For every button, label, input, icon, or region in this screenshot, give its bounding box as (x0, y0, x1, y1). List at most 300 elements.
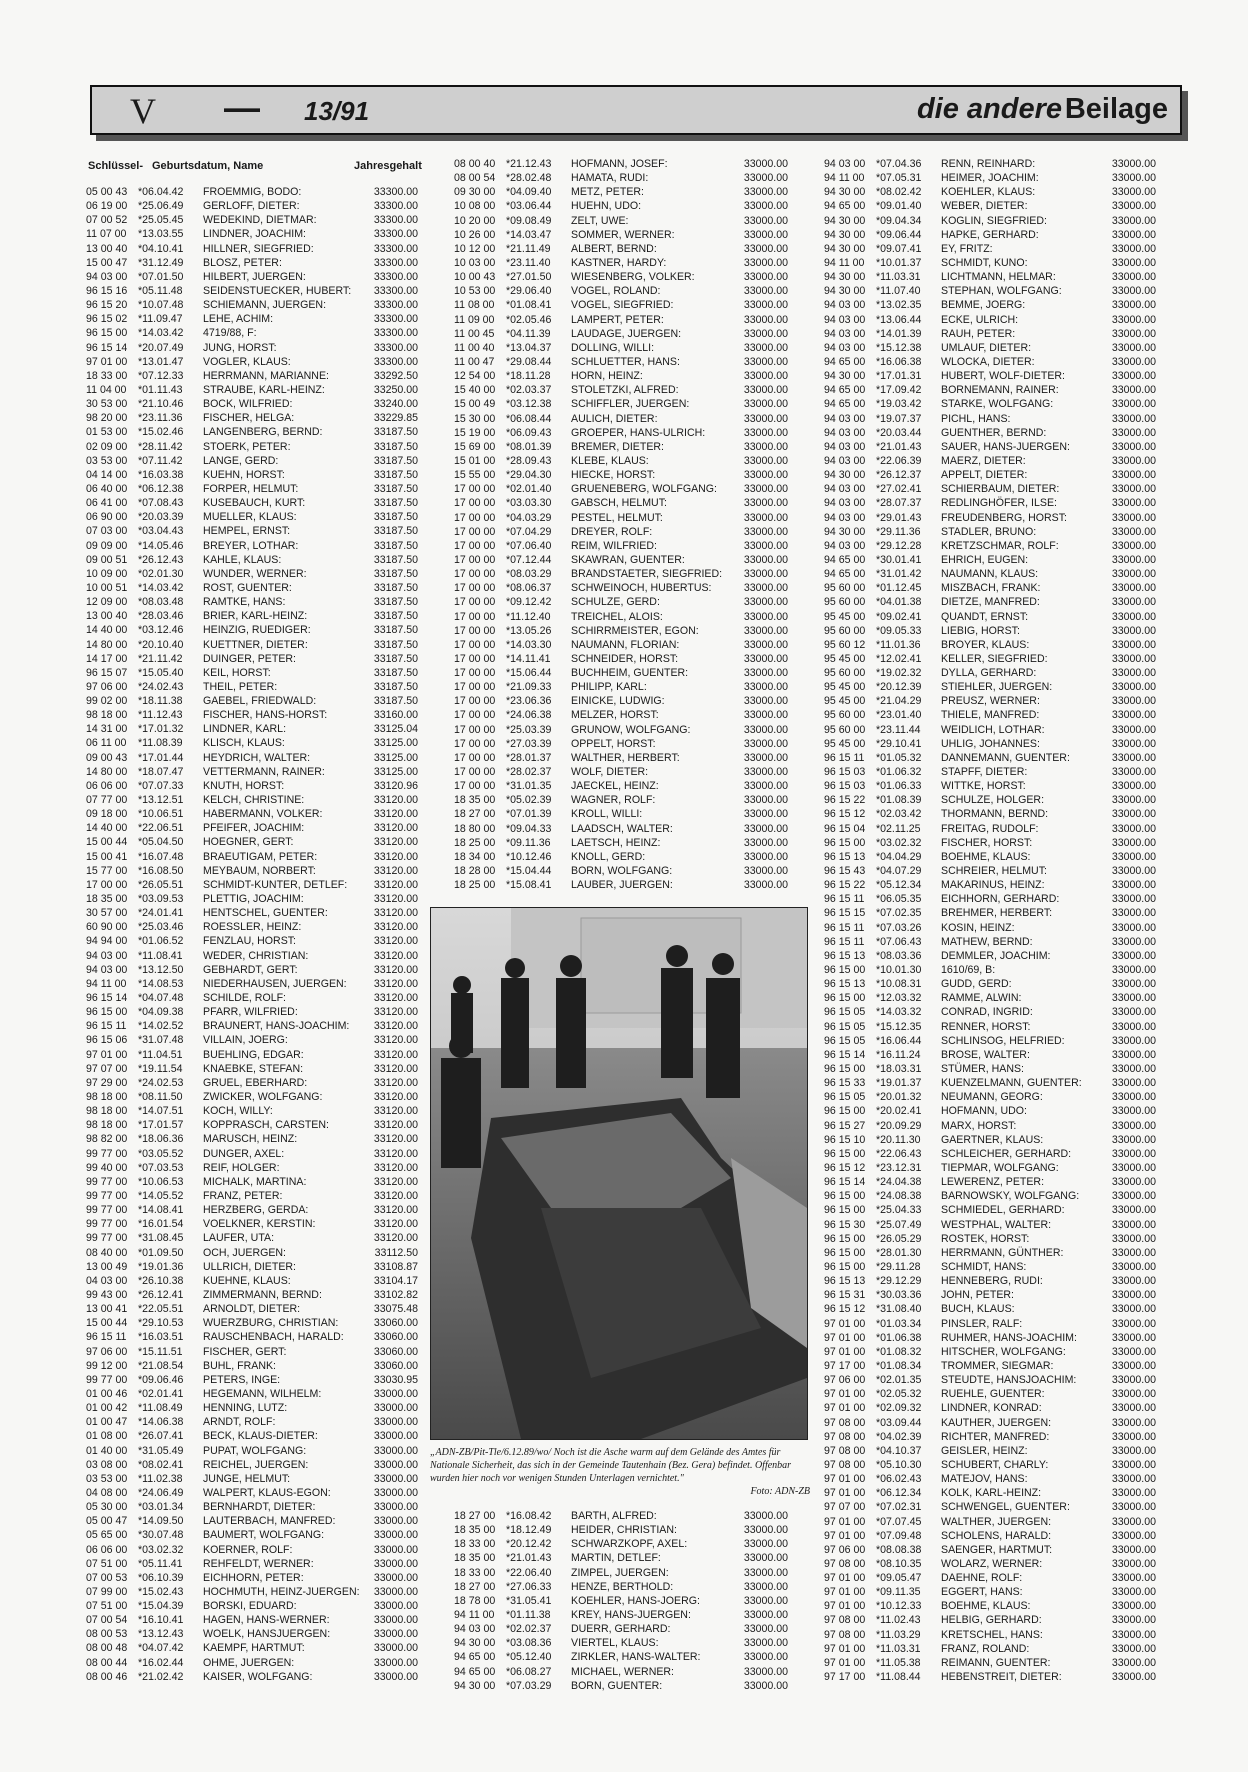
key-number: 03 53 00 (86, 454, 128, 467)
list-item (824, 256, 1156, 270)
birth-date: *05.10.30 (876, 1458, 922, 1471)
annual-salary: 33000.00 (373, 1614, 418, 1627)
birth-date: *24.04.38 (876, 1176, 922, 1189)
birth-date: *04.07.29 (876, 865, 922, 878)
key-number: 96 15 15 (824, 907, 866, 920)
person-name: BORN, GUENTER: (571, 1679, 663, 1692)
birth-date: *04.10.37 (876, 1444, 922, 1457)
birth-date: *24.06.38 (506, 709, 552, 722)
key-number: 94 30 00 (824, 469, 866, 482)
annual-salary: 33000.00 (743, 412, 788, 425)
annual-salary: 33000.00 (1111, 1161, 1156, 1174)
list-item (454, 412, 788, 426)
list-item (454, 397, 788, 411)
key-number: 17 00 00 (454, 525, 496, 538)
list-item (824, 892, 1156, 906)
key-number: 06 19 00 (86, 200, 128, 213)
person-name: KOSIN, HEINZ: (941, 921, 1015, 934)
annual-salary: 33000.00 (1111, 667, 1156, 680)
annual-salary: 33000.00 (1111, 1232, 1156, 1245)
list-item (824, 199, 1156, 213)
birth-date: *03.08.36 (506, 1637, 552, 1650)
birth-date: *28.03.46 (138, 610, 184, 623)
person-name: DEMMLER, JOACHIM: (941, 949, 1051, 962)
key-number: 01 00 42 (86, 1402, 128, 1415)
list-item (86, 553, 418, 567)
key-number: 94 03 00 (454, 1623, 496, 1636)
list-item (824, 906, 1156, 920)
birth-date: *19.03.42 (876, 398, 922, 411)
list-item (86, 751, 418, 765)
birth-date: *14.02.52 (138, 1020, 184, 1033)
birth-date: *09.06.46 (138, 1373, 184, 1386)
person-name: KOPPRASCH, CARSTEN: (203, 1119, 329, 1132)
list-item (86, 949, 418, 963)
person-name: RAUSCHENBACH, HARALD: (203, 1331, 344, 1344)
list-item (86, 1217, 418, 1231)
key-number: 95 60 00 (824, 582, 866, 595)
birth-date: *09.04.34 (876, 214, 922, 227)
person-name: MAERZ, DIETER: (941, 454, 1026, 467)
annual-salary: 33000.00 (373, 1628, 418, 1641)
key-number: 07 51 00 (86, 1557, 128, 1570)
key-number: 07 51 00 (86, 1600, 128, 1613)
key-number: 01 08 00 (86, 1430, 128, 1443)
birth-date: *19.07.37 (876, 412, 922, 425)
person-name: HOFMANN, JOSEF: (571, 158, 668, 170)
annual-salary: 33187.50 (373, 638, 418, 651)
birth-date: *07.09.48 (876, 1529, 922, 1542)
person-name: NEUMANN, GEORG: (941, 1091, 1043, 1104)
person-name: BORNEMANN, RAINER: (941, 384, 1059, 397)
key-number: 99 40 00 (86, 1161, 128, 1174)
person-name: HILLNER, SIEGFRIED: (203, 242, 314, 255)
person-name: RUHMER, HANS-JOACHIM: (941, 1331, 1077, 1344)
person-name: FROEMMIG, BODO: (203, 186, 302, 198)
list-item (86, 1486, 418, 1500)
birth-date: *07.12.33 (138, 369, 184, 382)
list-item (824, 1529, 1156, 1543)
person-name: MATHEW, BERND: (941, 935, 1033, 948)
annual-salary: 33000.00 (1111, 992, 1156, 1005)
birth-date: *18.11.38 (138, 695, 183, 708)
person-name: BECK, KLAUS-DIETER: (203, 1430, 318, 1443)
person-name: MARUSCH, HEINZ: (203, 1133, 298, 1146)
list-item (454, 355, 788, 369)
birth-date: *14.06.38 (138, 1416, 184, 1429)
person-name: STEPHAN, WOLFGANG: (941, 285, 1062, 298)
key-number: 94 30 00 (824, 214, 866, 227)
person-name: VOGEL, SIEGFRIED: (571, 299, 674, 312)
birth-date: *28.07.37 (876, 497, 922, 510)
birth-date: *31.08.40 (876, 1303, 922, 1316)
annual-salary: 33300.00 (373, 228, 418, 241)
annual-salary: 33120.00 (373, 864, 418, 877)
list-item (86, 1373, 418, 1387)
annual-salary: 33120.00 (373, 1161, 418, 1174)
annual-salary: 33000.00 (743, 1580, 788, 1593)
birth-date: *09.08.49 (506, 214, 552, 227)
person-name: MATEJOV, HANS: (941, 1473, 1028, 1486)
list-item (454, 185, 788, 199)
key-number: 97 06 00 (86, 680, 128, 693)
key-number: 17 00 00 (454, 681, 496, 694)
annual-salary: 33000.00 (743, 256, 788, 269)
key-number: 96 15 00 (824, 1204, 866, 1217)
key-number: 96 15 27 (824, 1119, 866, 1132)
birth-date: *25.07.49 (876, 1218, 922, 1231)
list-item (454, 383, 788, 397)
person-name: KUEHNE, KLAUS: (203, 1274, 291, 1287)
person-name: RICHTER, MANFRED: (941, 1430, 1050, 1443)
key-number: 10 26 00 (454, 228, 496, 241)
list-item (454, 157, 788, 171)
birth-date: *31.01.35 (506, 780, 552, 793)
birth-date: *26.10.38 (138, 1274, 184, 1287)
person-name: STOLETZKI, ALFRED: (571, 384, 679, 397)
list-item (824, 1175, 1156, 1189)
list-item (824, 963, 1156, 977)
list-item (86, 312, 418, 326)
person-name: HUBERT, WOLF-DIETER: (941, 370, 1065, 383)
key-number: 96 15 14 (86, 341, 128, 354)
list-item (86, 1316, 418, 1330)
birth-date: *02.05.46 (506, 313, 552, 326)
key-number: 18 78 00 (454, 1594, 496, 1607)
birth-date: *03.01.34 (138, 1501, 184, 1514)
key-number: 94 11 00 (824, 256, 865, 269)
annual-salary: 33000.00 (1111, 1586, 1156, 1599)
key-number: 18 33 00 (454, 1566, 496, 1579)
list-item (86, 1429, 418, 1443)
key-number: 18 80 00 (454, 822, 496, 835)
key-number: 08 00 48 (86, 1642, 128, 1655)
person-name: EICHHORN, PETER: (203, 1571, 304, 1584)
annual-salary: 33000.00 (1111, 1501, 1156, 1514)
list-item (86, 1161, 418, 1175)
list-item (454, 793, 788, 807)
annual-salary: 33120.00 (373, 808, 418, 821)
person-name: HILBERT, JUERGEN: (203, 270, 306, 283)
annual-salary: 33000.00 (743, 1665, 788, 1678)
birth-date: *16.11.24 (876, 1048, 921, 1061)
person-name: FISCHER, GERT: (203, 1345, 287, 1358)
list-item (86, 1005, 418, 1019)
list-item (824, 482, 1156, 496)
annual-salary: 33000.00 (1111, 879, 1156, 892)
key-number: 94 65 00 (824, 553, 866, 566)
birth-date: *20.07.49 (138, 341, 184, 354)
list-item (454, 199, 788, 213)
annual-salary: 33000.00 (1111, 652, 1156, 665)
list-item (86, 1260, 418, 1274)
key-number: 96 15 22 (824, 794, 866, 807)
birth-date: *16.08.42 (506, 1510, 552, 1522)
header-salary: Jahresgehalt (354, 160, 422, 172)
person-name: BROSE, WALTER: (941, 1048, 1030, 1061)
annual-salary: 33000.00 (1111, 695, 1156, 708)
person-name: PETERS, INGE: (203, 1373, 281, 1386)
list-item (454, 298, 788, 312)
birth-date: *05.04.50 (138, 836, 184, 849)
key-number: 96 15 11 (824, 893, 865, 906)
person-name: NIEDERHAUSEN, JUERGEN: (203, 977, 347, 990)
birth-date: *03.02.32 (138, 1543, 184, 1556)
key-number: 17 00 00 (454, 553, 496, 566)
birth-date: *04.04.29 (876, 850, 922, 863)
annual-salary: 33187.50 (373, 539, 418, 552)
birth-date: *07.07.33 (138, 779, 184, 792)
annual-salary: 33000.00 (1111, 1204, 1156, 1217)
key-number: 10 00 43 (454, 271, 496, 284)
key-number: 96 15 16 (86, 284, 128, 297)
key-number: 07 00 54 (86, 1614, 128, 1627)
person-name: SCHLUETTER, HANS: (571, 355, 680, 368)
list-item (824, 779, 1156, 793)
birth-date: *15.02.46 (138, 426, 184, 439)
person-name: KRETSCHEL, HANS: (941, 1628, 1043, 1641)
key-number: 95 60 12 (824, 638, 866, 651)
key-number: 17 00 00 (454, 737, 496, 750)
person-name: DYLLA, GERHARD: (941, 667, 1037, 680)
annual-salary: 33000.00 (1111, 1656, 1156, 1669)
list-item (454, 270, 788, 284)
birth-date: *29.06.40 (506, 285, 552, 298)
person-name: ULLRICH, DIETER: (203, 1260, 297, 1273)
birth-date: *18.07.47 (138, 765, 184, 778)
list-item (86, 991, 418, 1005)
list-item (454, 511, 788, 525)
birth-date: *29.10.53 (138, 1317, 184, 1330)
person-name: SCHWARZKOPF, AXEL: (571, 1538, 688, 1551)
person-name: BUCH, KLAUS: (941, 1303, 1015, 1316)
list-item (454, 313, 788, 327)
annual-salary: 33000.00 (373, 1501, 418, 1514)
key-number: 96 15 12 (824, 808, 866, 821)
header-date-name: Geburtsdatum, Name (152, 160, 264, 172)
list-item (824, 977, 1156, 991)
annual-salary: 33000.00 (743, 667, 788, 680)
annual-salary: 33000.00 (743, 1552, 788, 1565)
person-name: WAGNER, ROLF: (571, 794, 656, 807)
list-item (454, 737, 788, 751)
list-item (824, 1005, 1156, 1019)
person-name: HENTSCHEL, GUENTER: (203, 907, 328, 920)
person-name: KEIL, HORST: (203, 666, 271, 679)
person-name: KOCH, WILLY: (203, 1105, 273, 1118)
birth-date: *05.12.40 (506, 1651, 552, 1664)
person-name: HERRMANN, MARIANNE: (203, 369, 329, 382)
key-number: 99 77 00 (86, 1147, 128, 1160)
list-item (824, 751, 1156, 765)
birth-date: *13.01.47 (138, 355, 184, 368)
annual-salary: 33187.50 (373, 596, 418, 609)
annual-salary: 33000.00 (1111, 172, 1156, 185)
list-item (824, 412, 1156, 426)
person-name: BREYER, LOTHAR: (203, 539, 299, 552)
list-item (824, 214, 1156, 228)
person-name: FORPER, HELMUT: (203, 482, 299, 495)
annual-salary: 33030.95 (373, 1373, 418, 1386)
person-name: WOLARZ, WERNER: (941, 1557, 1043, 1570)
annual-salary: 33000.00 (1111, 610, 1156, 623)
person-name: HUEHN, UDO: (571, 200, 642, 213)
person-name: LAUTERBACH, MANFRED: (203, 1515, 336, 1528)
list-item (454, 822, 788, 836)
birth-date: *06.09.43 (506, 426, 552, 439)
list-item (86, 1062, 418, 1076)
birth-date: *31.12.49 (138, 256, 184, 269)
key-number: 94 03 00 (86, 963, 128, 976)
birth-date: *14.05.52 (138, 1189, 184, 1202)
list-item (454, 341, 788, 355)
annual-salary: 33000.00 (1111, 1105, 1156, 1118)
birth-date: *07.02.35 (876, 907, 922, 920)
annual-salary: 33000.00 (1111, 582, 1156, 595)
annual-salary: 33120.00 (373, 822, 418, 835)
person-name: KAISER, WOLFGANG: (203, 1670, 313, 1683)
list-item (454, 624, 788, 638)
annual-salary: 33000.00 (743, 158, 788, 170)
annual-salary: 33300.00 (373, 284, 418, 297)
birth-date: *09.05.47 (876, 1572, 922, 1585)
annual-salary: 33000.00 (373, 1529, 418, 1542)
list-item (86, 1458, 418, 1472)
key-number: 96 15 14 (86, 992, 128, 1005)
annual-salary: 33000.00 (743, 1510, 788, 1522)
person-name: UMLAUF, DIETER: (941, 341, 1032, 354)
person-name: STAPFF, DIETER: (941, 766, 1028, 779)
annual-salary: 33000.00 (1111, 454, 1156, 467)
list-item (86, 1048, 418, 1062)
annual-salary: 33000.00 (1111, 1048, 1156, 1061)
person-name: HORN, HEINZ: (571, 370, 643, 383)
annual-salary: 33300.00 (373, 355, 418, 368)
person-name: DREYER, ROLF: (571, 525, 653, 538)
list-item (824, 1288, 1156, 1302)
annual-salary: 33000.00 (373, 1486, 418, 1499)
birth-date: *23.11.44 (876, 723, 921, 736)
birth-date: *10.12.33 (876, 1600, 922, 1613)
person-name: SCHULZE, GERD: (571, 596, 660, 609)
list-item (824, 1585, 1156, 1599)
key-number: 96 15 13 (824, 1275, 866, 1288)
person-name: KAUTHER, JUERGEN: (941, 1416, 1052, 1429)
person-name: GERLOFF, DIETER: (203, 200, 300, 213)
person-name: EGGERT, HANS: (941, 1586, 1023, 1599)
person-name: PLETTIG, JOACHIM: (203, 893, 304, 906)
person-name: WUERZBURG, CHRISTIAN: (203, 1317, 339, 1330)
annual-salary: 33000.00 (1111, 228, 1156, 241)
list-item (824, 1034, 1156, 1048)
birth-date: *01.12.45 (876, 582, 922, 595)
list-item (86, 1345, 418, 1359)
birth-date: *25.03.46 (138, 921, 184, 934)
key-number: 06 06 00 (86, 779, 128, 792)
birth-date: *09.01.40 (876, 200, 922, 213)
key-number: 97 01 00 (824, 1586, 866, 1599)
annual-salary: 33000.00 (1111, 553, 1156, 566)
key-number: 08 00 53 (86, 1628, 128, 1641)
list-item (824, 1656, 1156, 1670)
annual-salary: 33000.00 (373, 1472, 418, 1485)
person-name: WEBER, DIETER: (941, 200, 1028, 213)
annual-salary: 33120.00 (373, 836, 418, 849)
annual-salary: 33000.00 (1111, 1317, 1156, 1330)
person-name: WOELK, HANSJUERGEN: (203, 1628, 331, 1641)
key-number: 96 15 05 (824, 1091, 866, 1104)
key-number: 97 06 00 (824, 1374, 866, 1387)
person-name: HERZBERG, GERDA: (203, 1204, 309, 1217)
annual-salary: 33000.00 (1111, 1006, 1156, 1019)
annual-salary: 33120.00 (373, 1091, 418, 1103)
person-name: SCHWEINOCH, HUBERTUS: (571, 582, 712, 595)
birth-date: *11.08.41 (138, 949, 183, 962)
key-number: 94 03 00 (824, 341, 866, 354)
list-item (824, 1189, 1156, 1203)
birth-date: *15.08.41 (506, 879, 552, 892)
birth-date: *29.10.41 (876, 737, 922, 750)
person-name: WOLF, DIETER: (571, 766, 649, 779)
list-item (824, 1430, 1156, 1444)
birth-date: *20.09.29 (876, 1119, 922, 1132)
birth-date: *11.04.51 (138, 1048, 183, 1061)
birth-date: *10.12.46 (506, 850, 552, 863)
annual-salary: 33000.00 (743, 610, 788, 623)
key-number: 96 15 12 (824, 1161, 866, 1174)
list-item (86, 510, 418, 524)
birth-date: *01.08.41 (506, 299, 552, 312)
birth-date: *24.06.49 (138, 1486, 184, 1499)
key-number: 97 29 00 (86, 1076, 128, 1089)
person-name: KLEBE, KLAUS: (571, 454, 649, 467)
annual-salary: 33000.00 (743, 808, 788, 821)
list-item (824, 1557, 1156, 1571)
annual-salary: 33000.00 (743, 681, 788, 694)
key-number: 15 77 00 (86, 864, 128, 877)
key-number: 18 34 00 (454, 850, 496, 863)
annual-salary: 33000.00 (1111, 200, 1156, 213)
person-name: REIMANN, GUENTER: (941, 1656, 1051, 1669)
annual-salary: 33000.00 (743, 822, 788, 835)
annual-salary: 33000.00 (373, 1600, 418, 1613)
annual-salary: 33000.00 (743, 539, 788, 552)
key-number: 95 60 00 (824, 667, 866, 680)
annual-salary: 33000.00 (743, 483, 788, 496)
person-name: SKAWRAN, GUENTER: (571, 553, 685, 566)
list-item (454, 1509, 788, 1523)
person-name: QUANDT, ERNST: (941, 610, 1029, 623)
key-number: 96 15 00 (824, 1260, 866, 1273)
person-name: DAEHNE, ROLF: (941, 1572, 1023, 1585)
person-name: HERRMANN, GÜNTHER: (941, 1246, 1064, 1259)
birth-date: *04.09.40 (506, 186, 552, 199)
annual-salary: 33000.00 (1111, 1458, 1156, 1471)
list-item (86, 567, 418, 581)
key-number: 15 55 00 (454, 469, 496, 482)
person-name: RAMTKE, HANS: (203, 596, 286, 609)
list-item (824, 1133, 1156, 1147)
birth-date: *27.02.41 (876, 483, 922, 496)
list-item (454, 454, 788, 468)
annual-salary: 33000.00 (743, 879, 788, 892)
list-item (86, 652, 418, 666)
annual-salary: 33000.00 (1111, 751, 1156, 764)
key-number: 17 00 00 (86, 878, 128, 891)
birth-date: *22.06.43 (876, 1147, 922, 1160)
birth-date: *17.01.44 (138, 751, 184, 764)
person-name: HEMPEL, ERNST: (203, 525, 291, 538)
